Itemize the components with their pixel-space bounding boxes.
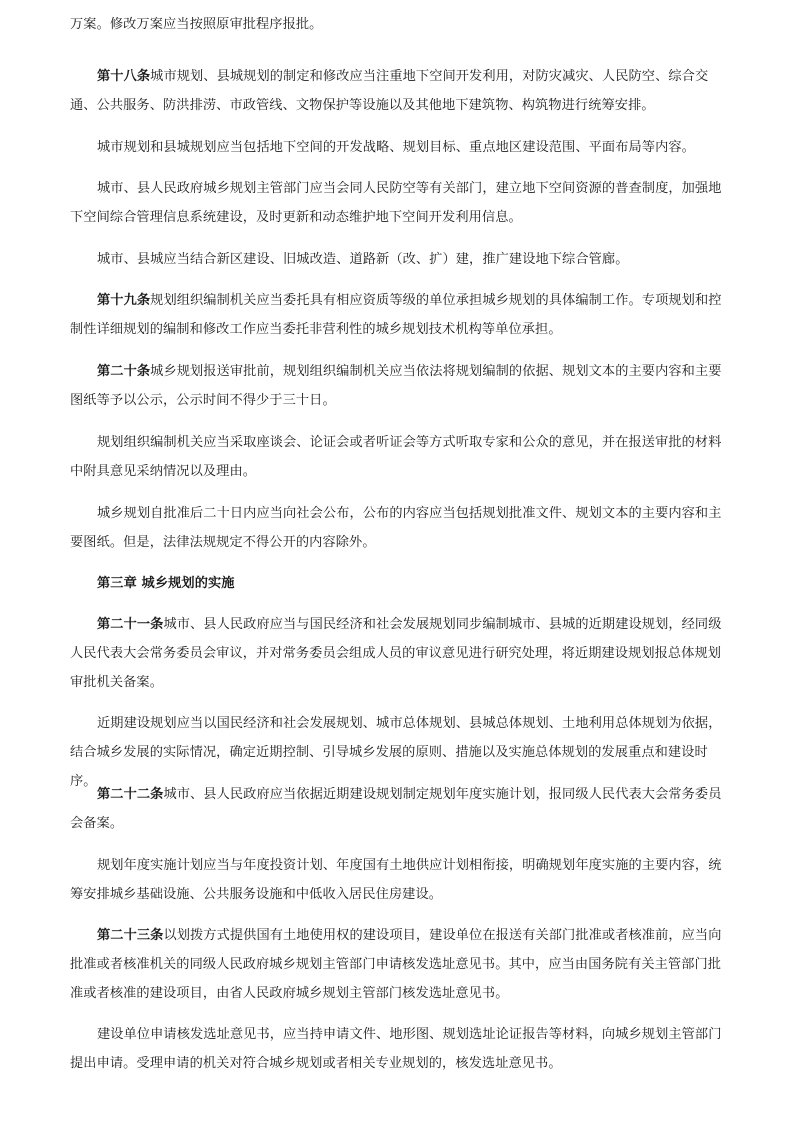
- article-21: [70, 610, 722, 697]
- paragraph-text: 城市、县人民政府应当与国民经济和社会发展规划同步编制城市、县城的近期建设规划，经同级人民代表大会常务委员会审议，并对常务委员会组成人员的审议意见进行研究处理，将近期建设规划报总体规划审批机关备案。: [70, 617, 722, 690]
- paragraph: [70, 851, 722, 909]
- paragraph-text: 城市规划和县城规划应当包括地下空间的开发战略、规划目标、重点地区建设范围、平面布局等内容。: [97, 140, 695, 155]
- paragraph-text: 规划组织编制机关应当采取座谈会、论证会或者听证会等方式听取专家和公众的意见，并在报送审批的材料中附具意见采纳情况以及理由。: [70, 435, 722, 479]
- article-number: 第二十一条: [97, 617, 164, 632]
- paragraph-text: 万案。修改万案应当按照原审批程序报批。: [70, 17, 323, 32]
- paragraph-text: 规划组织编制机关应当委托具有相应资质等级的单位承担城乡规划的具体编制工作。专项规划和控制性详细规划的编制和修改工作应当委托非营利性的城乡规划技术机构等单位承担。: [70, 293, 722, 337]
- paragraph-text: 城市、县城应当结合新区建设、旧城改造、道路新（改、扩）建，推广建设地下综合管廊。: [97, 252, 629, 267]
- article-number: 第十九条: [97, 293, 151, 308]
- article-22: [70, 780, 722, 838]
- paragraph-text: 近期建设规划应当以国民经济和社会发展规划、城市总体规划、县城总体规划、土地利用总体规划为依据，结合城乡发展的实际情况，确定近期控制、引导城乡发展的原则、措施以及实施总体规划的发展重点和建设时序。: [70, 716, 722, 789]
- article-number: 第二十条: [97, 364, 151, 379]
- article-20: [70, 357, 722, 415]
- paragraph-text: 城市、县人民政府城乡规划主管部门应当会同人民防空等有关部门，建立地下空间资源的普查制度，加强地下空间综合管理信息系统建设，及时更新和动态维护地下空间开发利用信息。: [70, 181, 722, 225]
- article-18: [70, 62, 722, 120]
- paragraph: [70, 174, 722, 232]
- chapter-title: 第三章 城乡规划的实施: [97, 576, 235, 591]
- paragraph: [70, 428, 722, 486]
- paragraph-text: 城乡规划报送审批前，规划组织编制机关应当依法将规划编制的依据、规划文本的主要内容和主要图纸等予以公示，公示时间不得少于三十日。: [70, 364, 722, 408]
- article-number: 第二十二条: [97, 787, 164, 802]
- paragraph: [70, 133, 722, 162]
- paragraph: [70, 1020, 722, 1078]
- paragraph-text: 城市、县人民政府应当依据近期建设规划制定规划年度实施计划，报同级人民代表大会常务委员会备案。: [70, 787, 722, 831]
- article-19: [70, 286, 722, 344]
- paragraph-text: 规划年度实施计划应当与年度投资计划、年度国有土地供应计划相衔接，明确规划年度实施的主要内容，统筹安排城乡基础设施、公共服务设施和中低收入居民住房建设。: [70, 858, 722, 902]
- paragraph-text: 城乡规划自批准后二十日内应当向社会公布，公布的内容应当包括规划批准文件、规划文本的主要内容和主要图纸。但是，法律法规规定不得公开的内容除外。: [70, 506, 722, 550]
- article-number: 第十八条: [97, 69, 151, 84]
- paragraph: [70, 245, 722, 274]
- paragraph-text: 以划拨方式提供国有土地使用权的建设项目，建设单位在报送有关部门批准或者核准前，应当向批准或者核准机关的同级人民政府城乡规划主管部门申请核发选址意见书。其中，应当由国务院有关主管部门批准或者核准的建设项目，由省人民政府城乡规划主管部门核发选址意见书。: [70, 928, 722, 1001]
- article-number: 第二十三条: [97, 928, 164, 943]
- paragraph-text: 城市规划、县城规划的制定和修改应当注重地下空间开发利用，对防灾减灾、人民防空、综合交通、公共服务、防洪排涝、市政管线、文物保护等设施以及其他地下建筑物、构筑物进行统筹安排。: [70, 69, 709, 113]
- paragraph: [70, 499, 722, 557]
- paragraph-continuation: [70, 10, 722, 39]
- article-23: [70, 921, 722, 1008]
- chapter-heading: [70, 569, 722, 598]
- paragraph-text: 建设单位申请核发选址意见书，应当持申请文件、地形图、规划选址论证报告等材料，向城乡规划主管部门提出申请。受理申请的机关对符合城乡规划或者相关专业规划的，核发选址意见书。: [70, 1027, 722, 1071]
